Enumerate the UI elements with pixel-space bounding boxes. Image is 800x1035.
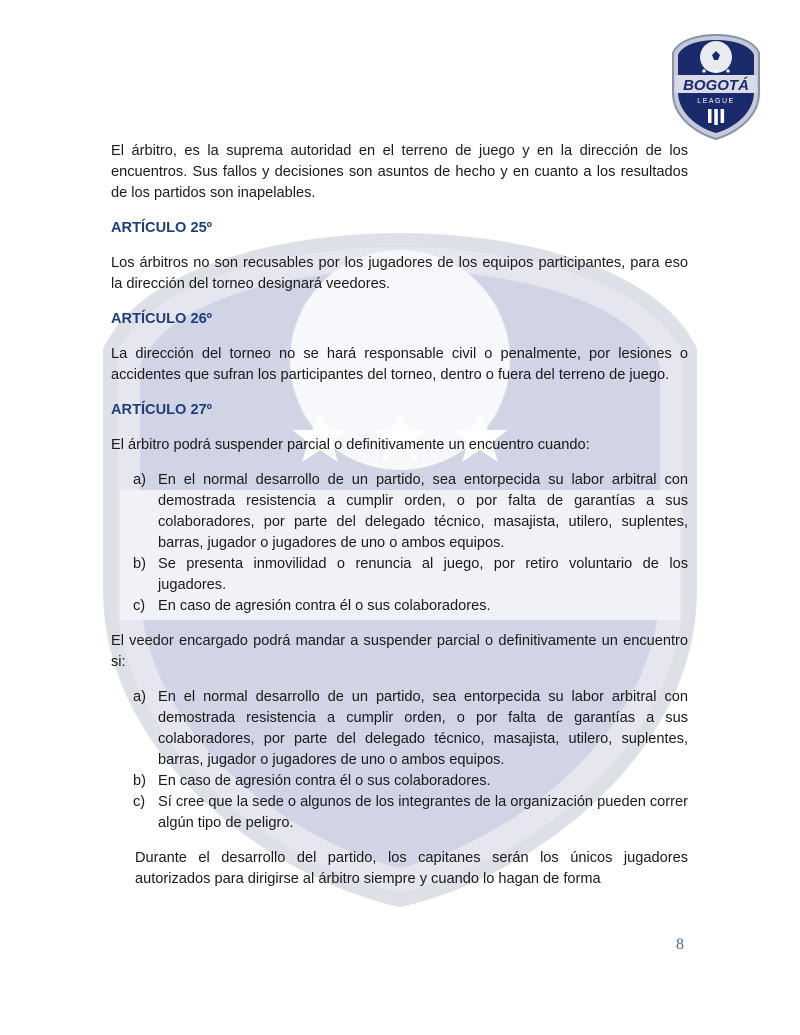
logo-subtitle: LEAGUE bbox=[697, 98, 735, 105]
document-body bbox=[111, 141, 688, 890]
intro-paragraph: El árbitro, es la suprema autoridad en el terreno de juego y en la dirección de los encuentros. Sus fallos y decisiones son asuntos de hecho y en cuanto a los resultados de los partidos son inapelables. bbox=[111, 143, 688, 201]
article-25-heading: ARTÍCULO 25º bbox=[111, 220, 213, 236]
page-number: 8 bbox=[676, 936, 684, 953]
article-26-heading: ARTÍCULO 26º bbox=[111, 311, 213, 327]
list-item: c) Sí cree que la sede o algunos de los integrantes de la organización pueden correr algún tipo de peligro. bbox=[133, 794, 688, 831]
list-item: b) En caso de agresión contra él o sus colaboradores. bbox=[133, 773, 491, 789]
veedor-suspension-list bbox=[111, 687, 688, 834]
article-27-text: El árbitro podrá suspender parcial o definitivamente un encuentro cuando: bbox=[111, 437, 590, 453]
captains-paragraph: Durante el desarrollo del partido, los capitanes serán los únicos jugadores autorizados para dirigirse al árbitro siempre y cuando lo hagan de forma bbox=[135, 850, 688, 887]
list-item: c) En caso de agresión contra él o sus colaboradores. bbox=[133, 598, 491, 614]
bogota-league-logo bbox=[670, 33, 762, 141]
article-25-text: Los árbitros no son recusables por los jugadores de los equipos participantes, para eso la dirección del torneo designará veedores. bbox=[111, 255, 688, 292]
list-item: a) En el normal desarrollo de un partido, sea entorpecida su labor arbitral con demostrada resistencia a cumplir orden, o por falta de garantías a sus colaboradores, por parte del delegado técnico, masajista, utilero, suplentes, barras, jugador o jugadores de uno o ambos equipos. bbox=[133, 472, 688, 551]
veedor-paragraph: El veedor encargado podrá mandar a suspender parcial o definitivamente un encuentro si: bbox=[111, 633, 688, 670]
list-item: a) En el normal desarrollo de un partido, sea entorpecida su labor arbitral con demostrada resistencia a cumplir orden, o por falta de garantías a sus colaboradores, por parte del delegado técnico, masajista, utilero, suplentes, barras, jugador o jugadores de uno o ambos equipos. bbox=[133, 689, 688, 768]
article-27-heading: ARTÍCULO 27º bbox=[111, 402, 213, 418]
article-26-text: La dirección del torneo no se hará responsable civil o penalmente, por lesiones o accidentes que sufran los participantes del torneo, dentro o fuera del terreno de juego. bbox=[111, 346, 688, 383]
list-item: b) Se presenta inmovilidad o renuncia al juego, por retiro voluntario de los jugadores. bbox=[133, 556, 688, 593]
referee-suspension-list bbox=[111, 470, 688, 617]
logo-wordmark: BOGOTÁ bbox=[683, 77, 749, 94]
